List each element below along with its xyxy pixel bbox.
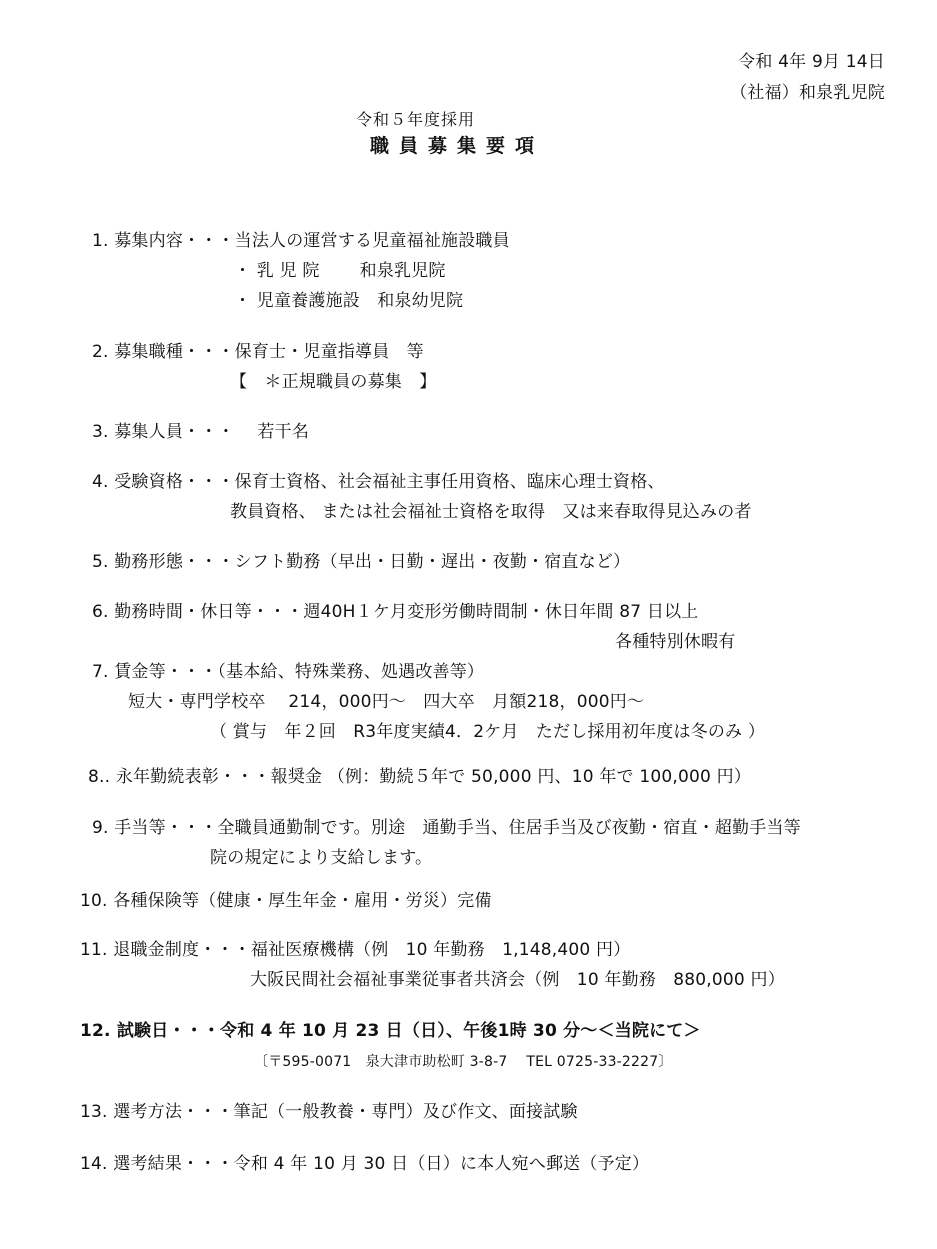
item-8-long-service-award: 8.. 永年勤続表彰・・・報奨金 （例：勤続５年で 50,000 円、10 年で 100,000 円）: [88, 767, 752, 787]
item-7-wages: 7. 賃金等・・・（基本給、特殊業務、処遇改善等）: [92, 662, 485, 682]
item-6-work-hours: 6. 勤務時間・休日等・・・週40H１ケ月変形労働時間制・休日年間 87 日以上: [92, 602, 699, 622]
item-1-facility-childcare-home: ・ 児童養護施設 和泉幼児院: [234, 291, 464, 311]
item-4-qualifications-cont: 教員資格、 または社会福祉士資格を取得 又は来春取得見込みの者: [230, 502, 752, 522]
item-5-work-pattern: 5. 勤務形態・・・シフト勤務（早出・日勤・遅出・夜勤・宿直など）: [92, 552, 631, 572]
item-6-special-leave: 各種特別休暇有: [615, 632, 736, 652]
item-9-allowances-cont: 院の規定により支給します。: [210, 848, 433, 868]
document-date: 令和 4年 9月 14日: [738, 52, 885, 72]
item-14-results: 14. 選考結果・・・令和 4 年 10 月 30 日（日）に本人宛へ郵送（予定）: [80, 1154, 650, 1174]
item-1-recruitment-content: 1. 募集内容・・・当法人の運営する児童福祉施設職員: [92, 231, 510, 251]
recruitment-year: 令和５年度採用: [356, 110, 476, 129]
item-2-job-type: 2. 募集職種・・・保育士・児童指導員 等: [92, 342, 424, 362]
item-9-allowances: 9. 手当等・・・全職員通勤制です。別途 通勤手当、住居手当及び夜勤・宿直・超勤手当等: [92, 818, 801, 838]
item-12-address: 〔〒595-0071 泉大津市助松町 3-8-7 TEL 0725-33-2227〕: [254, 1054, 673, 1070]
page-title: 職員募集要項: [370, 135, 545, 157]
issuing-organization: （社福）和泉乳児院: [730, 83, 885, 103]
item-4-qualifications: 4. 受験資格・・・保育士資格、社会福祉主事任用資格、臨床心理士資格、: [92, 472, 665, 492]
item-13-selection-method: 13. 選考方法・・・筆記（一般教養・専門）及び作文、面接試験: [80, 1102, 578, 1122]
item-7-salary-amounts: 短大・専門学校卒 214，000円～ 四大卒 月額218，000円～: [128, 692, 645, 712]
item-1-facility-infant-home: ・ 乳 児 院 和泉乳児院: [234, 261, 446, 281]
item-10-insurance: 10. 各種保険等（健康・厚生年金・雇用・労災）完備: [80, 891, 492, 911]
item-12-exam-date: 12. 試験日・・・令和 4 年 10 月 23 日（日）、午後1時 30 分～＜当院にて＞: [80, 1021, 701, 1041]
item-7-bonus: （ 賞与 年２回 R3年度実績4．2ケ月 ただし採用初年度は冬のみ ）: [210, 722, 766, 742]
item-3-openings: 3. 募集人員・・・ 若干名: [92, 422, 310, 442]
item-11-retirement-cont: 大阪民間社会福祉事業従事者共済会（例 10 年勤務 880,000 円）: [250, 970, 785, 990]
item-11-retirement: 11. 退職金制度・・・福祉医療機構（例 10 年勤務 1,148,400 円）: [80, 940, 631, 960]
item-2-regular-staff-note: 【 ＊正規職員の募集 】: [230, 372, 437, 392]
